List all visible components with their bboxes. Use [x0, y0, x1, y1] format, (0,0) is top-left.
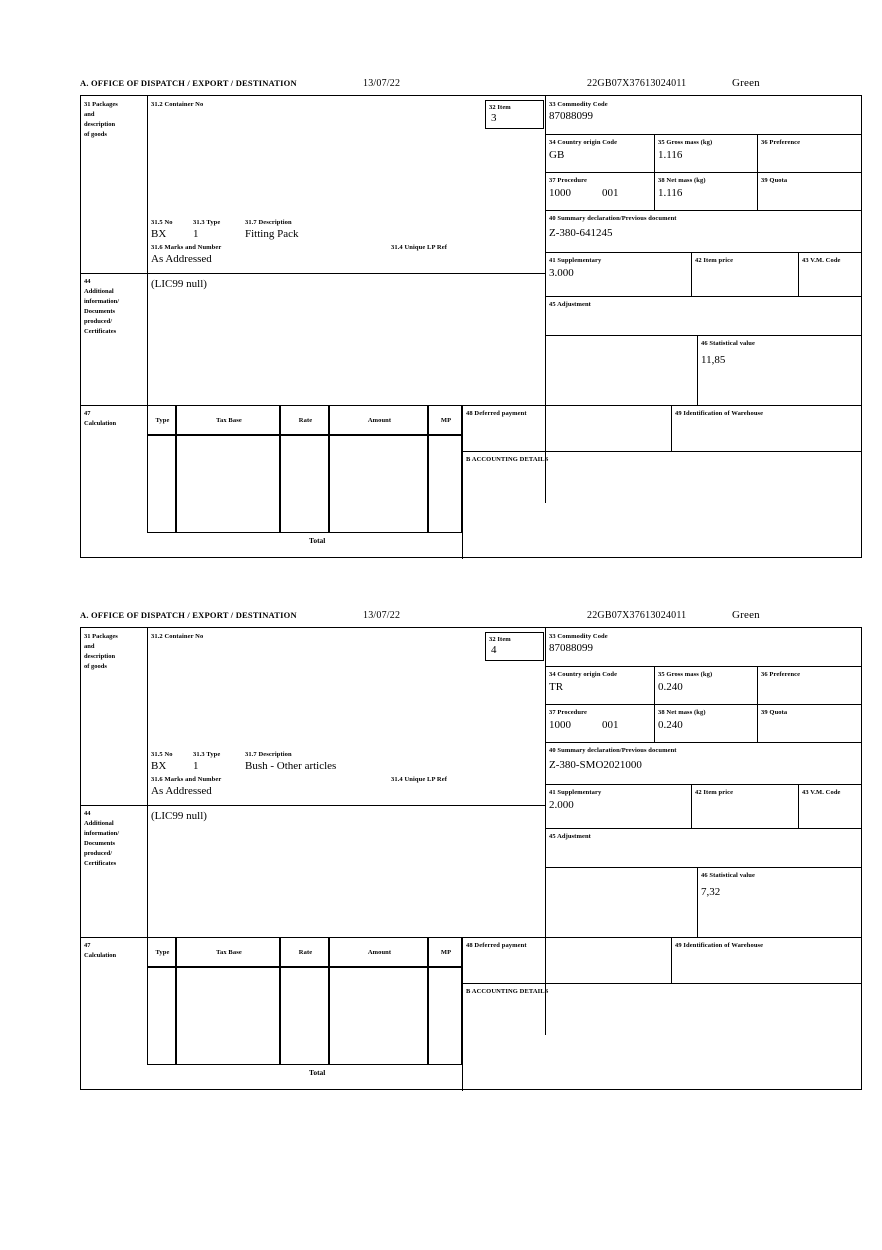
lane-value: Green: [732, 77, 760, 89]
calc-cell-taxbase-2: [176, 967, 280, 1065]
box-41-42-divider-2: [691, 784, 692, 828]
box-31-5-label-2: 31.5 No: [151, 751, 173, 758]
box-45-bottom-divider-2: [545, 867, 862, 868]
box-39-label-2: 39 Quota: [761, 709, 788, 716]
box-34-bottom-divider-2: [545, 704, 862, 705]
box-37-38-divider: [654, 172, 655, 210]
calc-cell-mp: [428, 435, 462, 533]
box-46-left-divider: [697, 335, 698, 405]
calc-col-taxbase-header-2: Tax Base: [176, 937, 280, 967]
box-46-dotted-divider-2: [545, 867, 546, 937]
calc-col-type-header: Type: [147, 405, 176, 435]
box-40-label: 40 Summary declaration/Previous document: [549, 215, 677, 222]
box-32-item: [485, 100, 544, 129]
calc-col-mp-header: MP: [428, 405, 462, 435]
box-48-49-divider-2: [671, 937, 672, 983]
box-47-right-divider-2: [462, 937, 463, 1091]
marks-number-value: As Addressed: [151, 253, 212, 265]
item-number-value-2: 4: [491, 644, 497, 656]
box-31-bottom-divider-2: [81, 805, 545, 806]
box-48-label-2: 48 Deferred payment: [466, 942, 527, 949]
box-44-label-2: 44 Additional information/ Documents produced/ Certificates: [84, 810, 120, 867]
statistical-value: 11,85: [701, 354, 726, 366]
box-40-label-2: 40 Summary declaration/Previous document: [549, 747, 677, 754]
box-35-label: 35 Gross mass (kg): [658, 139, 713, 146]
calc-col-taxbase-header: Tax Base: [176, 405, 280, 435]
additional-information-value: (LIC99 null): [151, 278, 207, 290]
supplementary-value: 3.000: [549, 267, 574, 279]
box-31-5-label: 31.5 No: [151, 219, 173, 226]
supplementary-value-2: 2.000: [549, 799, 574, 811]
mrn-value: 22GB07X37613024011: [587, 78, 687, 89]
net-mass-value-2: 0.240: [658, 719, 683, 731]
box-38-label-2: 38 Net mass (kg): [658, 709, 706, 716]
box-49-label: 49 Identification of Warehouse: [675, 410, 764, 417]
box-48-49-divider: [671, 405, 672, 451]
box-41-bottom-divider: [545, 296, 862, 297]
box-45-label-2: 45 Adjustment: [549, 833, 591, 840]
box-37-label: 37 Procedure: [549, 177, 587, 184]
calc-col-mp-header-2: MP: [428, 937, 462, 967]
box-41-42-divider: [691, 252, 692, 296]
box33-left-divider-2: [545, 628, 546, 828]
box-41-label-2: 41 Supplementary: [549, 789, 602, 796]
box-38-39-divider-2: [757, 704, 758, 742]
office-of-dispatch-label: A. OFFICE OF DISPATCH / EXPORT / DESTINATION: [80, 78, 297, 88]
box-31-3-label: 31.3 Type: [193, 219, 221, 226]
box-b-label-2: B ACCOUNTING DETAILS: [466, 988, 549, 995]
calc-total-label-2: Total: [309, 1068, 326, 1077]
summary-declaration-value-2: Z-380-SMO2021000: [549, 759, 642, 771]
box-47-right-divider: [462, 405, 463, 559]
box-40-bottom-divider: [545, 252, 862, 253]
box-38-label: 38 Net mass (kg): [658, 177, 706, 184]
box-34-35-divider: [654, 134, 655, 172]
box-42-43-divider: [798, 252, 799, 296]
box-35-label-2: 35 Gross mass (kg): [658, 671, 713, 678]
mrn-value-2: 22GB07X37613024011: [587, 610, 687, 621]
box-33-bottom-divider: [545, 134, 862, 135]
box-32-label-2: 32 Item: [489, 636, 511, 643]
gross-mass-value-2: 0.240: [658, 681, 683, 693]
box-44-label: 44 Additional information/ Documents produced/ Certificates: [84, 278, 120, 335]
box-31-3-label-2: 31.3 Type: [193, 751, 221, 758]
commodity-code-value-2: 87088099: [549, 642, 593, 654]
calc-cell-taxbase: [176, 435, 280, 533]
box-31-4-label: 31.4 Unique LP Ref: [391, 244, 447, 251]
calc-col-amount-header: Amount: [329, 405, 428, 435]
box-31-6-label-2: 31.6 Marks and Number: [151, 776, 222, 783]
box-31-2-label-2: 31.2 Container No: [151, 633, 204, 640]
box-48-label: 48 Deferred payment: [466, 410, 527, 417]
box-31-6-label: 31.6 Marks and Number: [151, 244, 222, 251]
box-47-label-2: 47 Calculation: [84, 942, 117, 959]
calc-cell-amount-2: [329, 967, 428, 1065]
box-31-bottom-divider: [81, 273, 545, 274]
package-no-value-2: BX: [151, 760, 167, 772]
box-46-dotted-divider: [545, 335, 546, 405]
net-mass-value: 1.116: [658, 187, 683, 199]
form-header-2: [80, 610, 862, 626]
summary-declaration-value: Z-380-641245: [549, 227, 613, 239]
package-description-value-2: Bush - Other articles: [245, 760, 337, 772]
box-37-bottom-divider: [545, 210, 862, 211]
box-33-bottom-divider-2: [545, 666, 862, 667]
item-number-value: 3: [491, 112, 497, 124]
box33-left-divider: [545, 96, 546, 296]
procedure-code-1-2: 1000: [549, 719, 571, 731]
box-42-label-2: 42 Item price: [695, 789, 734, 796]
form-outer-border-2: [80, 627, 862, 1090]
calc-col-rate-header-2: Rate: [280, 937, 329, 967]
package-description-value: Fitting Pack: [245, 228, 299, 240]
package-type-value-2: 1: [193, 760, 199, 772]
box-46-label-2: 46 Statistical value: [701, 872, 755, 879]
box-46-bottom-divider-2: [545, 937, 862, 938]
box-32-label: 32 Item: [489, 104, 511, 111]
form-header: [80, 78, 862, 94]
box-40-bottom-divider-2: [545, 784, 862, 785]
box-33-label-2: 33 Commodity Code: [549, 633, 608, 640]
box-31-label-2: 31 Packages and description of goods: [84, 633, 118, 670]
box-45-bottom-divider: [545, 335, 862, 336]
box-37-bottom-divider-2: [545, 742, 862, 743]
declaration-date: 13/07/22: [363, 78, 401, 89]
procedure-code-2: 001: [602, 187, 619, 199]
box-34-bottom-divider: [545, 172, 862, 173]
country-origin-value-2: TR: [549, 681, 564, 693]
box-39-label: 39 Quota: [761, 177, 788, 184]
calc-cell-rate: [280, 435, 329, 533]
calc-col-type-header-2: Type: [147, 937, 176, 967]
package-type-value: 1: [193, 228, 199, 240]
country-origin-value: GB: [549, 149, 565, 161]
box-43-label: 43 V.M. Code: [802, 257, 841, 264]
box-34-label: 34 Country origin Code: [549, 139, 618, 146]
box-34-35-divider-2: [654, 666, 655, 704]
gross-mass-value: 1.116: [658, 149, 683, 161]
box-46-bottom-divider: [545, 405, 862, 406]
marks-number-value-2: As Addressed: [151, 785, 212, 797]
box-41-label: 41 Supplementary: [549, 257, 602, 264]
box-46-left-divider-2: [697, 867, 698, 937]
customs-declaration-form-2: [80, 609, 862, 1077]
box-37-label-2: 37 Procedure: [549, 709, 587, 716]
office-of-dispatch-label-2: A. OFFICE OF DISPATCH / EXPORT / DESTINATION: [80, 610, 297, 620]
package-no-value: BX: [151, 228, 167, 240]
statistical-value-2: 7,32: [701, 886, 721, 898]
box-38-39-divider: [757, 172, 758, 210]
box-31-7-label-2: 31.7 Description: [245, 751, 292, 758]
calc-cell-mp-2: [428, 967, 462, 1065]
box-47-label: 47 Calculation: [84, 410, 117, 427]
lane-value-2: Green: [732, 609, 760, 621]
form-outer-border: [80, 95, 862, 558]
calc-col-rate-header: Rate: [280, 405, 329, 435]
calc-cell-type: [147, 435, 176, 533]
box-49-label-2: 49 Identification of Warehouse: [675, 942, 764, 949]
box-32-item-2: [485, 632, 544, 661]
box-31-label: 31 Packages and description of goods: [84, 101, 118, 138]
commodity-code-value: 87088099: [549, 110, 593, 122]
box-42-43-divider-2: [798, 784, 799, 828]
box-45-label: 45 Adjustment: [549, 301, 591, 308]
procedure-code-2-2: 001: [602, 719, 619, 731]
box-31-2-label: 31.2 Container No: [151, 101, 204, 108]
box-48-bottom-divider-2: [462, 983, 862, 984]
box-37-38-divider-2: [654, 704, 655, 742]
calc-cell-rate-2: [280, 967, 329, 1065]
box-48-bottom-divider: [462, 451, 862, 452]
box-46-label: 46 Statistical value: [701, 340, 755, 347]
declaration-date-2: 13/07/22: [363, 610, 401, 621]
additional-information-value-2: (LIC99 null): [151, 810, 207, 822]
box-36-label-2: 36 Preference: [761, 671, 801, 678]
box-42-label: 42 Item price: [695, 257, 734, 264]
box-41-bottom-divider-2: [545, 828, 862, 829]
box-31-4-label-2: 31.4 Unique LP Ref: [391, 776, 447, 783]
calc-cell-type-2: [147, 967, 176, 1065]
calc-col-amount-header-2: Amount: [329, 937, 428, 967]
calc-total-label: Total: [309, 536, 326, 545]
box-34-label-2: 34 Country origin Code: [549, 671, 618, 678]
box-33-label: 33 Commodity Code: [549, 101, 608, 108]
box-35-36-divider-2: [757, 666, 758, 704]
box-b-label: B ACCOUNTING DETAILS: [466, 456, 549, 463]
box-36-label: 36 Preference: [761, 139, 801, 146]
customs-declaration-form-1: [80, 77, 862, 545]
box-43-label-2: 43 V.M. Code: [802, 789, 841, 796]
box-35-36-divider: [757, 134, 758, 172]
calc-cell-amount: [329, 435, 428, 533]
box-31-7-label: 31.7 Description: [245, 219, 292, 226]
procedure-code-1: 1000: [549, 187, 571, 199]
